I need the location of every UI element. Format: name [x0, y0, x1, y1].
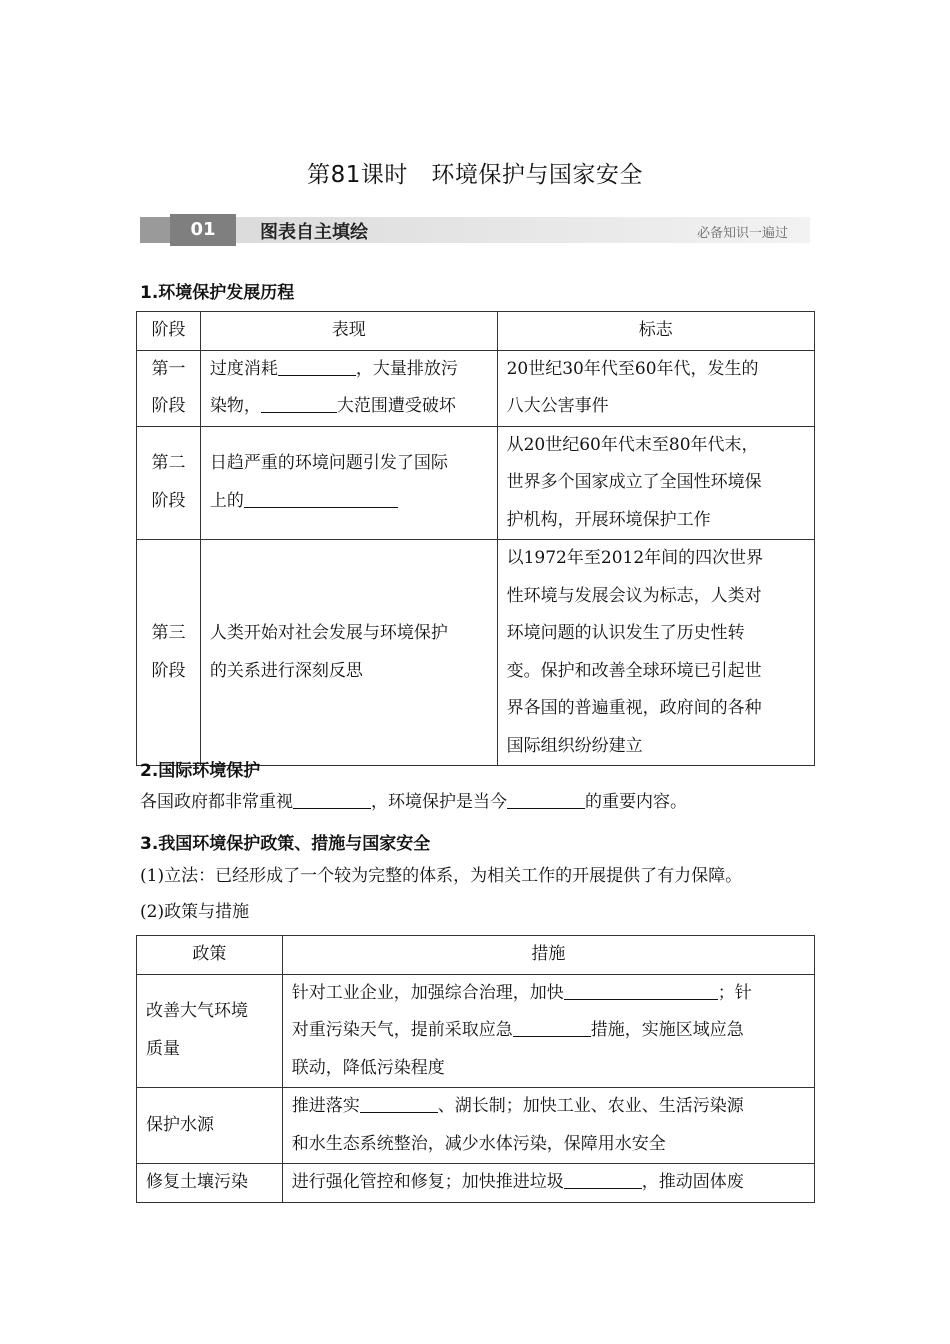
header-measure: 措施 [282, 936, 814, 975]
header-performance: 表现 [200, 312, 497, 351]
fill-blank[interactable] [278, 358, 356, 376]
section1-heading: 1.环境保护发展历程 [140, 283, 295, 303]
performance-cell: 人类开始对社会发展与环境保护 的关系进行深刻反思 [200, 540, 497, 766]
mark-cell: 以1972年至2012年间的四次世界 性环境与发展会议为标志，人类对 环境问题的认识发生了历史性转 变。保护和改善全球环境已引起世 界各国的普遍重视，政府间的各种 国际组织纷纷建立 [497, 540, 814, 766]
fill-blank[interactable] [507, 791, 585, 809]
stage-cell: 第三 阶段 [137, 540, 201, 766]
section2-heading: 2.国际环境保护 [140, 761, 261, 781]
banner-label: 图表自主填绘 [260, 222, 368, 243]
mark-cell: 从20世纪60年代末至80年代末， 世界多个国家成立了全国性环境保 护机构，开展环境保护工作 [497, 426, 814, 540]
measure-cell: 进行强化管控和修复；加快推进垃圾 ，推动固体废 [282, 1164, 814, 1203]
section3-heading: 3.我国环境保护政策、措施与国家安全 [140, 834, 431, 854]
table-row [137, 1164, 815, 1203]
policy-table [136, 935, 815, 1203]
header-policy: 政策 [137, 936, 283, 975]
fill-blank[interactable] [360, 1095, 438, 1113]
table-header-row [137, 936, 815, 975]
page-title: 第81课时 环境保护与国家安全 [307, 162, 643, 188]
policy-cell: 改善大气环境 质量 [137, 974, 283, 1088]
policy-cell: 修复土壤污染 [137, 1164, 283, 1203]
performance-cell: 过度消耗 ，大量排放污 染物， 大范围遭受破坏 [200, 350, 497, 426]
header-mark: 标志 [497, 312, 814, 351]
table-row [137, 426, 815, 540]
table-row [137, 1088, 815, 1164]
fill-blank[interactable] [564, 982, 718, 1000]
fill-blank[interactable] [244, 490, 398, 508]
header-stage: 阶段 [137, 312, 201, 351]
policy-cell: 保护水源 [137, 1088, 283, 1164]
section-banner [140, 214, 810, 246]
section3-p2: (2)政策与措施 [140, 902, 250, 922]
fill-blank[interactable] [261, 395, 337, 413]
fill-blank[interactable] [513, 1019, 591, 1037]
table-row [137, 540, 815, 766]
section2-text: 各国政府都非常重视 ，环境保护是当今 的重要内容。 [140, 792, 687, 812]
mark-cell: 20世纪30年代至60年代，发生的 八大公害事件 [497, 350, 814, 426]
stage-cell: 第一 阶段 [137, 350, 201, 426]
table-header-row [137, 312, 815, 351]
fill-blank[interactable] [564, 1171, 642, 1189]
performance-cell: 日趋严重的环境问题引发了国际 上的 [200, 426, 497, 540]
fill-blank[interactable] [293, 791, 371, 809]
banner-number: 01 [170, 214, 236, 246]
banner-subtitle: 必备知识一遍过 [696, 226, 788, 241]
table-row [137, 350, 815, 426]
section3-p1: (1)立法：已经形成了一个较为完整的体系，为相关工作的开展提供了有力保障。 [140, 866, 743, 886]
history-table [136, 311, 815, 766]
stage-cell: 第二 阶段 [137, 426, 201, 540]
measure-cell: 推进落实 、湖长制；加快工业、农业、生活污染源 和水生态系统整治，减少水体污染，保障用水安全 [282, 1088, 814, 1164]
measure-cell: 针对工业企业，加强综合治理，加快 ；针 对重污染天气，提前采取应急 措施，实施区域应急 联动，降低污染程度 [282, 974, 814, 1088]
table-row [137, 974, 815, 1088]
